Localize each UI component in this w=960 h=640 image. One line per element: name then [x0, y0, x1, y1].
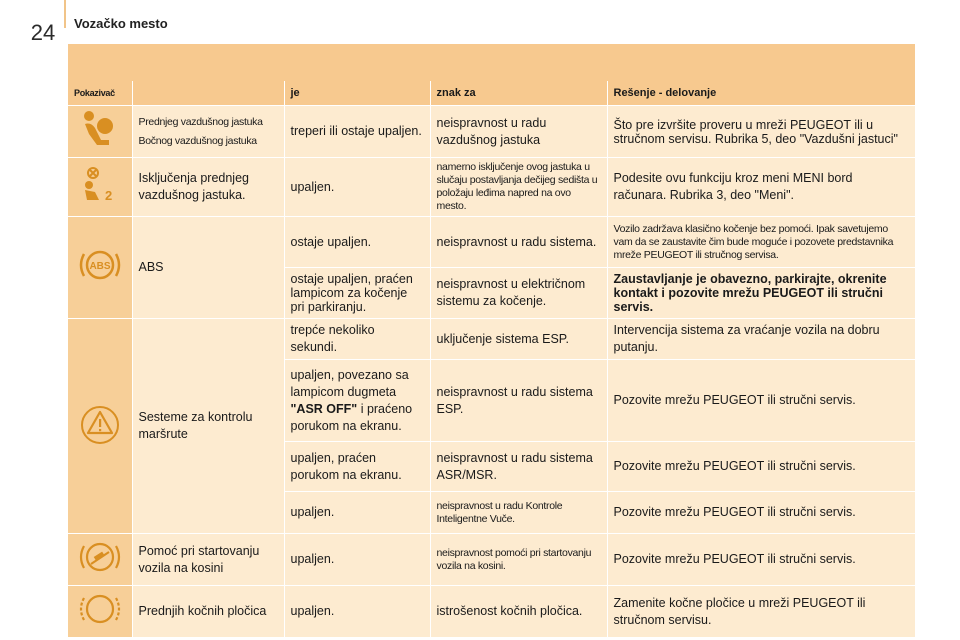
- meaning-cell: neispravnost u radu sistema ESP.: [430, 360, 607, 442]
- meaning-cell: uključenje sistema ESP.: [430, 319, 607, 360]
- state-cell: upaljen.: [284, 158, 430, 217]
- svg-text:ABS: ABS: [89, 261, 111, 272]
- label-cell: Sesteme za kontrolu maršrute: [132, 319, 284, 534]
- state-cell: upaljen.: [284, 586, 430, 638]
- meaning-cell: neispravnost u električnom sistemu za kočenje.: [430, 268, 607, 319]
- action-cell: Pozovite mrežu PEUGEOT ili stručni servis.: [607, 360, 915, 442]
- col-header-name: [132, 81, 284, 106]
- action-cell: Intervencija sistema za vraćanje vozila na dobru putanju.: [607, 319, 915, 360]
- action-cell: Pozovite mrežu PEUGEOT ili stručni servis.: [607, 442, 915, 492]
- meaning-cell: istrošenost kočnih pločica.: [430, 586, 607, 638]
- state-cell: treperi ili ostaje upaljen.: [284, 106, 430, 158]
- state-cell: [284, 360, 430, 442]
- icon-cell: [68, 534, 132, 586]
- airbag-off-icon: [75, 162, 125, 208]
- side-rule: [64, 0, 66, 28]
- action-cell: Podesite ovu funkciju kroz meni MENI bord računara. Rubrika 3, deo "Meni".: [607, 158, 915, 217]
- col-header-action: Rešenje - delovanje: [607, 81, 915, 106]
- state-text: i praćeno porukom na ekranu.: [290, 401, 413, 433]
- table-row: [68, 319, 915, 360]
- section-title: Vozačko mesto: [74, 16, 168, 31]
- asr-off-label: "ASR OFF": [290, 401, 358, 416]
- svg-text:2: 2: [104, 187, 112, 203]
- meaning-cell: neispravnost pomoći pri startovanju vozila na kosini.: [430, 534, 607, 586]
- abs-icon: [75, 242, 125, 288]
- col-header-state: je: [284, 81, 430, 106]
- airbag-person-icon: [75, 106, 125, 152]
- state-cell: ostaje upaljen.: [284, 217, 430, 268]
- label-cell: [132, 106, 284, 158]
- table-row: [68, 586, 915, 638]
- meaning-cell: neispravnost u radu Kontrole Inteligentne Vuče.: [430, 492, 607, 534]
- icon-cell: [68, 158, 132, 217]
- icon-cell: [68, 217, 132, 319]
- action-cell: Vozilo zadržava klasično kočenje bez pomoći. Ipak savetujemo vam da se zaustavite čim bude moguće i pozovete predstavnika mreže PEUGEOT ili stručnog servisa.: [607, 217, 915, 268]
- col-header-meaning: znak za: [430, 81, 607, 106]
- meaning-cell: namerno isključenje ovog jastuka u slučaju postavljanja dečijeg sedišta u položaju leđima napred na ovo mesto.: [430, 158, 607, 217]
- label-cell: Isključenja prednjeg vazdušnog jastuka.: [132, 158, 284, 217]
- header-band: [68, 44, 915, 81]
- icon-cell: [68, 106, 132, 158]
- table-row: [68, 158, 915, 217]
- meaning-cell: neispravnost u radu sistema.: [430, 217, 607, 268]
- label-cell: ABS: [132, 217, 284, 319]
- action-cell: Pozovite mrežu PEUGEOT ili stručni servis.: [607, 534, 915, 586]
- state-cell: trepće nekoliko sekundi.: [284, 319, 430, 360]
- state-text: upaljen, povezano sa lampicom dugmeta: [290, 367, 409, 399]
- state-cell: upaljen, praćen porukom na ekranu.: [284, 442, 430, 492]
- label-cell: Prednjih kočnih pločica: [132, 586, 284, 638]
- col-header-indicator: Pokazivač: [68, 81, 132, 106]
- state-cell: ostaje upaljen, praćen lampicom za kočenje pri parkiranju.: [284, 268, 430, 319]
- label-line: Bočnog vazdušnog jastuka: [138, 134, 257, 147]
- table-row: [68, 106, 915, 158]
- table-row: [68, 534, 915, 586]
- label-line: Prednjeg vazdušnog jastuka: [138, 115, 263, 128]
- meaning-cell: neispravnost u radu vazdušnog jastuka: [430, 106, 607, 158]
- action-cell: Pozovite mrežu PEUGEOT ili stručni servis.: [607, 492, 915, 534]
- state-cell: upaljen.: [284, 534, 430, 586]
- warning-triangle-icon: [75, 401, 125, 447]
- action-cell: Zamenite kočne pločice u mreži PEUGEOT ili stručnom servisu.: [607, 586, 915, 638]
- state-cell: upaljen.: [284, 492, 430, 534]
- page-number: 24: [30, 19, 56, 45]
- brake-pads-icon: [75, 586, 125, 632]
- action-cell: Zaustavljanje je obavezno, parkirajte, okrenite kontakt i pozovite mrežu PEUGEOT ili stručni servis.: [607, 268, 915, 319]
- label-cell: Pomoć pri startovanju vozila na kosini: [132, 534, 284, 586]
- icon-cell: [68, 319, 132, 534]
- warning-lights-table: [68, 44, 915, 638]
- meaning-cell: neispravnost u radu sistema ASR/MSR.: [430, 442, 607, 492]
- icon-cell: [68, 586, 132, 638]
- header-row: [68, 81, 915, 106]
- hill-start-icon: [75, 534, 125, 580]
- table-row: [68, 217, 915, 268]
- action-cell: Što pre izvršite proveru u mreži PEUGEOT ili u stručnom servisu. Rubrika 5, deo "Vazdušni jastuci": [607, 106, 915, 158]
